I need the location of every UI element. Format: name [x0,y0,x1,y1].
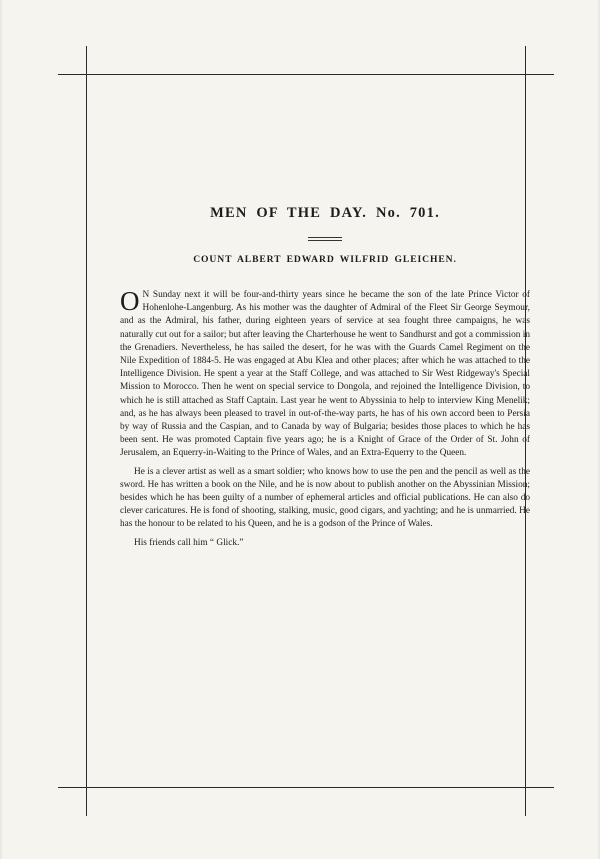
paragraph-2: He is a clever artist as well as a smart soldier; who knows how to use the pen and the pencil as well as the sword. He has written a book on the Nile, and he is now about to publish another on the Abyssinian Mission; besides which he has been guilty of a number of ephemeral articles and official publications. He can also do clever caricatures. He is fond of shooting, stalking, music, good cigars, and yachting; and he is unmarried. He has the honour to be related to his Queen, and he is a godson of the Prince of Wales. [120,466,530,530]
paragraph-3: His friends call him “ Glick.” [134,537,244,548]
article-body [120,286,530,550]
title-divider [308,237,342,241]
article-subtitle: COUNT ALBERT EDWARD WILFRID GLEICHEN. [193,254,457,265]
article [120,205,530,550]
page-title: MEN OF THE DAY. No. 701. [210,205,440,221]
paragraph-1-text: N Sunday next it will be four-and-thirty years since he became the son of the late Prince Victor of Hohenlohe-Langenburg. As his mother was the daughter of Admiral of the Fleet Sir George Seymour, and as the Admiral, his father, during eighteen years of service at sea fought three campaigns, he was naturally cut out for a sailor; but after leaving the Charterhouse he went to Sandhurst and got a commission in the Grenadiers. Nevertheless, he has sailed the desert, for he was with the Guards Camel Regiment on the Nile Expedition of 1884-5. He was engaged at Abu Klea and other places; after which he was attached to the Intelligence Division. He spent a year at the Staff College, and was attached to Sir West Ridgeway's Special Mission to Morocco. Then he went on special service to Dongola, and rejoined the Intelligence Division, to which he is still attached as Staff Captain. Last year he went to Abyssinia to help to interview King Menelik; and, as he has always been pleased to travel in out-of-the-way parts, he has of his own accord been to Persia by way of Russia and the Caspian, and to Canada by way of Bulgaria; besides those places to which he has been sent. He was promoted Captain five years ago; he is a Knight of Grace of the Order of St. John of Jerusalem, an Equerry-in-Waiting to the Prince of Wales, and an Extra-Equerry to the Queen. [120,290,530,459]
paragraph-1 [120,286,530,461]
top-rule [58,74,554,75]
bottom-rule [58,787,554,788]
drop-cap: O [120,286,140,316]
page-sheet [2,0,598,859]
left-rule [86,46,87,816]
